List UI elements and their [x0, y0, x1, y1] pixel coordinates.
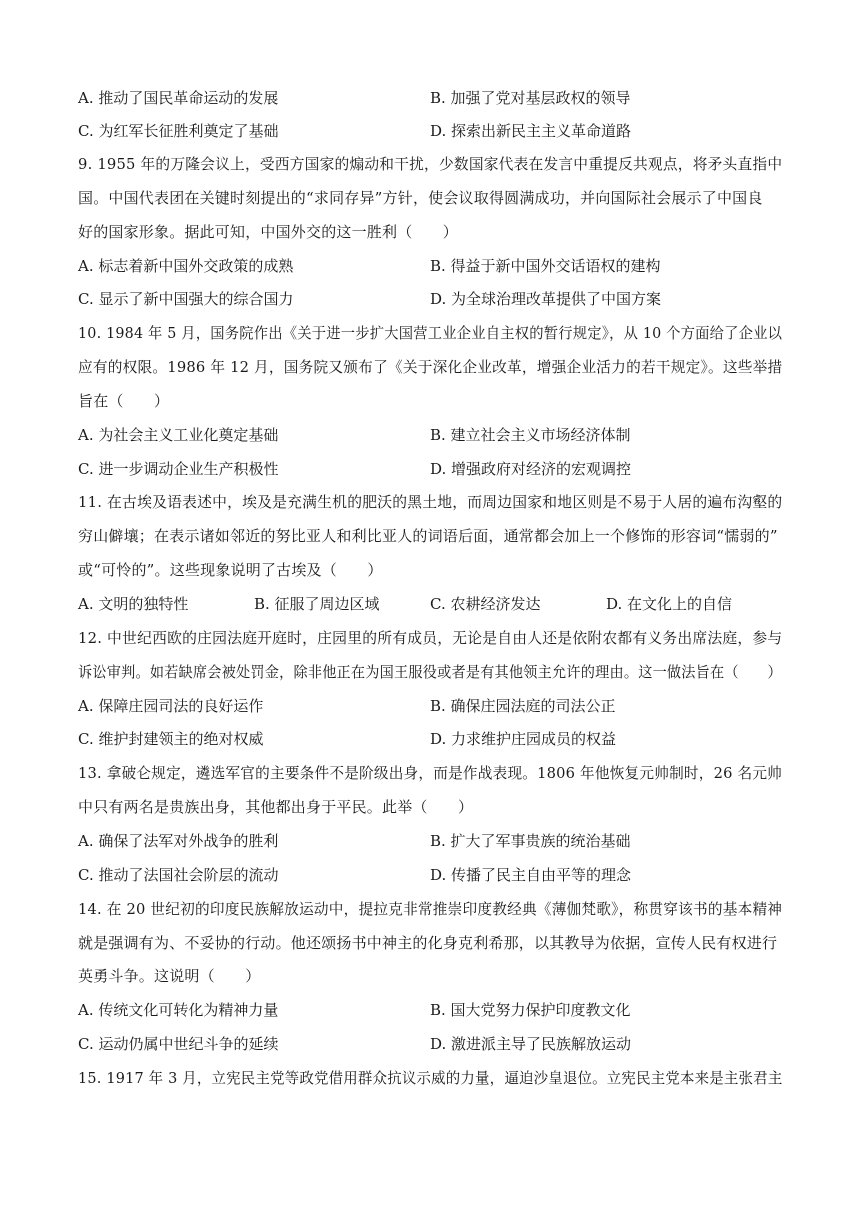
q8-option-b: B. 加强了党对基层政权的领导: [430, 89, 631, 107]
q11-stem-line-1: 11. 在古埃及语表述中，埃及是充满生机的肥沃的黑土地，而周边国家和地区则是不易于人居的遍布沟壑的: [78, 493, 783, 511]
q8-option-d: D. 探索出新民主主义革命道路: [430, 122, 632, 140]
q12-option-d: D. 力求维护庄园成员的权益: [430, 730, 617, 748]
q14-stem-line-3: 英勇斗争。这说明（ ）: [78, 967, 261, 985]
q13-option-b: B. 扩大了军事贵族的统治基础: [430, 832, 631, 850]
q14-option-a: A. 传统文化可转化为精神力量: [78, 1001, 279, 1019]
q11-stem-line-2: 穷山僻壤；在表示诸如邻近的努比亚人和利比亚人的词语后面，通常都会加上一个修饰的形容词“懦弱的”: [78, 527, 778, 545]
q9-option-c: C. 显示了新中国强大的综合国力: [78, 290, 294, 308]
q10-option-a: A. 为社会主义工业化奠定基础: [78, 426, 279, 444]
q14-option-c: C. 运动仍属中世纪斗争的延续: [78, 1035, 279, 1053]
q9-option-d: D. 为全球治理改革提供了中国方案: [430, 290, 662, 308]
q11-option-d: D. 在文化上的自信: [606, 595, 733, 613]
q11-option-a: A. 文明的独特性: [78, 595, 189, 613]
q10-stem-line-3: 旨在（ ）: [78, 392, 170, 410]
q12-option-b: B. 确保庄园法庭的司法公正: [430, 697, 616, 715]
q10-option-c: C. 进一步调动企业生产积极性: [78, 460, 279, 478]
q8-option-a: A. 推动了国民革命运动的发展: [78, 89, 279, 107]
q12-option-c: C. 维护封建领主的绝对权威: [78, 730, 264, 748]
q13-stem-line-2: 中只有两名是贵族出身，其他都出身于平民。此举（ ）: [78, 798, 474, 816]
q11-stem-line-3: 或“可怜的”。这些现象说明了古埃及（ ）: [78, 561, 383, 579]
q12-stem-line-1: 12. 中世纪西欧的庄园法庭开庭时，庄园里的所有成员，无论是自由人还是依附农都有义务出席法庭，参与: [78, 629, 783, 647]
q13-option-d: D. 传播了民主自由平等的理念: [430, 866, 632, 884]
q10-option-b: B. 建立社会主义市场经济体制: [430, 426, 631, 444]
q13-option-c: C. 推动了法国社会阶层的流动: [78, 866, 279, 884]
q12-option-a: A. 保障庄园司法的良好运作: [78, 697, 264, 715]
q13-option-a: A. 确保了法军对外战争的胜利: [78, 832, 279, 850]
q9-option-a: A. 标志着新中国外交政策的成熟: [78, 257, 294, 275]
q12-stem-line-2: 诉讼审判。如若缺席会被处罚金，除非他正在为国王服役或者是有其他领主允许的理由。这一做法旨在（ ）: [78, 663, 782, 681]
q9-stem-line-3: 好的国家形象。据此可知，中国外交的这一胜利（ ）: [78, 223, 459, 241]
q14-stem-line-2: 就是强调有为、不妥协的行动。他还颂扬书中神主的化身克利希那，以其教导为依据，宣传人民有权进行: [78, 934, 778, 952]
q14-option-d: D. 激进派主导了民族解放运动: [430, 1035, 632, 1053]
q10-stem-line-1: 10. 1984 年 5 月，国务院作出《关于进一步扩大国营工业企业自主权的暂行规定》，从 10 个方面给了企业以: [78, 324, 783, 342]
q13-stem-line-1: 13. 拿破仑规定，遴选军官的主要条件不是阶级出身，而是作战表现。1806 年他恢复元帅制时，26 名元帅: [78, 764, 783, 782]
q10-option-d: D. 增强政府对经济的宏观调控: [430, 460, 632, 478]
q11-option-c: C. 农耕经济发达: [430, 595, 541, 613]
q9-option-b: B. 得益于新中国外交话语权的建构: [430, 257, 661, 275]
q8-option-c: C. 为红军长征胜利奠定了基础: [78, 122, 279, 140]
q9-stem-line-2: 国。中国代表团在关键时刻提出的“求同存异”方针，使会议取得圆满成功，并向国际社会展示了中国良: [78, 189, 763, 207]
q14-stem-line-1: 14. 在 20 世纪初的印度民族解放运动中，提拉克非常推崇印度教经典《薄伽梵歌》，称贯穿该书的基本精神: [78, 900, 783, 918]
q9-stem-line-1: 9. 1955 年的万隆会议上，受西方国家的煽动和干扰，少数国家代表在发言中重提反共观点，将矛头直指中: [78, 155, 783, 173]
q11-option-b: B. 征服了周边区域: [254, 595, 380, 613]
q14-option-b: B. 国大党努力保护印度教文化: [430, 1001, 631, 1019]
q15-stem-line-1: 15. 1917 年 3 月，立宪民主党等政党借用群众抗议示威的力量，逼迫沙皇退位。立宪民主党本来是主张君主: [78, 1069, 783, 1087]
q10-stem-line-2: 应有的权限。1986 年 12 月，国务院又颁布了《关于深化企业改革，增强企业活力的若干规定》。这些举措: [78, 358, 783, 376]
